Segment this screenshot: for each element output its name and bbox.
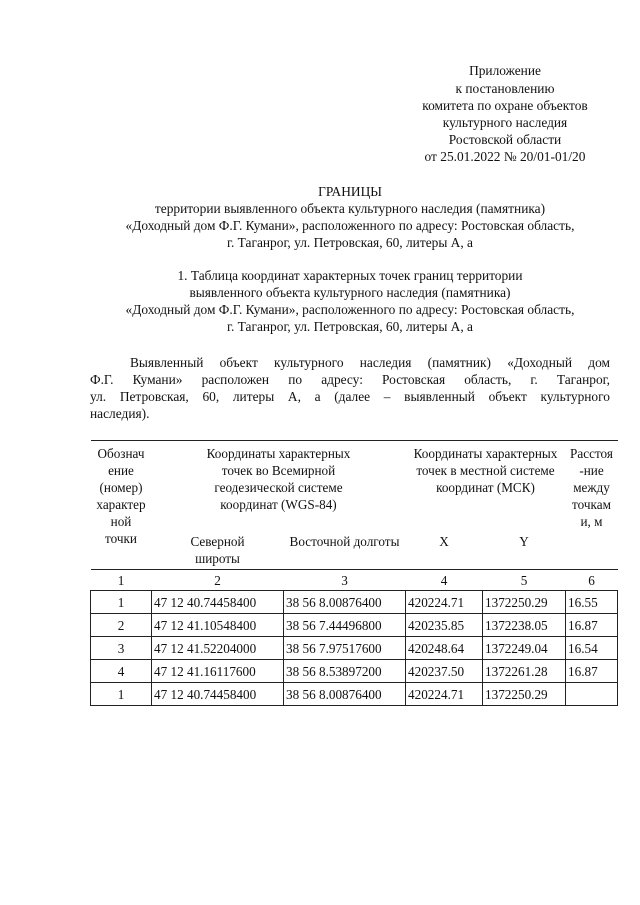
table-row: [91, 614, 618, 637]
title-heading: ГРАНИЦЫ: [318, 184, 382, 199]
cell-north: 47 12 40.74458400: [152, 683, 284, 706]
column-number-row: [91, 570, 618, 591]
column-number: 1: [91, 570, 152, 591]
cell-point: 4: [91, 660, 152, 683]
table-row: [91, 637, 618, 660]
header-point-line: ной: [110, 514, 132, 529]
cell-east: 38 56 8.00876400: [284, 591, 406, 614]
header-x: X: [439, 534, 449, 549]
header-wgs-line: точек во Всемирной: [221, 463, 336, 478]
header-point-line: характер: [96, 497, 146, 512]
cell-point: 1: [91, 683, 152, 706]
header-distance-line: Расстоя: [570, 446, 613, 461]
table-row: [91, 683, 618, 706]
table-title-line: выявленного объекта культурного наследия (памятника): [189, 285, 511, 300]
cell-distance: 16.87: [566, 614, 618, 637]
table-title-line: г. Таганрог, ул. Петровская, 60, литеры А, а: [226, 319, 473, 334]
header-distance-line: между: [573, 480, 610, 495]
header-distance-line: и, м: [580, 514, 603, 529]
cell-north: 47 12 41.52204000: [152, 637, 284, 660]
cell-distance: [566, 683, 618, 706]
cell-y: 1372249.04: [483, 637, 566, 660]
column-number: 3: [284, 570, 406, 591]
title-line: территории выявленного объекта культурного наследия (памятника): [154, 201, 546, 216]
appendix-line: от 25.01.2022 № 20/01-01/20: [424, 149, 586, 164]
appendix-line: комитета по охране объектов: [422, 98, 588, 113]
paragraph-line: ул. Петровская, 60, литеры А, а (далее – выявленный объект культурного: [90, 389, 610, 404]
appendix-line: культурного наследия: [442, 115, 568, 130]
header-distance-line: точкам: [572, 497, 611, 512]
column-number: 5: [483, 570, 566, 591]
header-north-line: Северной: [190, 534, 245, 549]
header-point-line: точки: [105, 531, 137, 546]
cell-point: 2: [91, 614, 152, 637]
header-wgs-line: координат (WGS-84): [220, 497, 337, 512]
table-row: [91, 591, 618, 614]
cell-y: 1372250.29: [483, 683, 566, 706]
appendix-line: Приложение: [469, 63, 541, 78]
appendix-line: Ростовской области: [448, 132, 562, 147]
paragraph-line: Ф.Г. Кумани» расположен по адресу: Ростовская область, г. Таганрог,: [90, 372, 610, 387]
header-east: Восточной долготы: [289, 534, 400, 549]
table-title-line: 1. Таблица координат характерных точек границ территории: [177, 268, 523, 283]
cell-east: 38 56 7.44496800: [284, 614, 406, 637]
header-point: [91, 441, 152, 570]
header-wgs: [152, 441, 406, 534]
header-y: Y: [519, 534, 529, 549]
column-number: 4: [406, 570, 483, 591]
column-number: 6: [566, 570, 618, 591]
header-point-line: (номер): [99, 480, 143, 495]
cell-x: 420224.71: [406, 683, 483, 706]
cell-east: 38 56 7.97517600: [284, 637, 406, 660]
header-distance-line: -ние: [579, 463, 604, 478]
cell-y: 1372238.05: [483, 614, 566, 637]
coordinates-table: [90, 440, 618, 706]
header-north-line: широты: [195, 551, 240, 566]
header-distance: [566, 441, 618, 570]
title-line: «Доходный дом Ф.Г. Кумани», расположенного по адресу: Ростовская область,: [125, 218, 575, 233]
header-msk-line: координат (МСК): [436, 480, 535, 495]
table-title-line: «Доходный дом Ф.Г. Кумани», расположенного по адресу: Ростовская область,: [125, 302, 575, 317]
table-row: [91, 660, 618, 683]
cell-y: 1372261.28: [483, 660, 566, 683]
cell-distance: 16.87: [566, 660, 618, 683]
table-subheader-row: [91, 533, 618, 570]
header-north: [152, 533, 284, 570]
header-msk: [406, 441, 566, 534]
cell-east: 38 56 8.53897200: [284, 660, 406, 683]
cell-x: 420248.64: [406, 637, 483, 660]
cell-east: 38 56 8.00876400: [284, 683, 406, 706]
cell-x: 420237.50: [406, 660, 483, 683]
cell-point: 3: [91, 637, 152, 660]
header-msk-line: точек в местной системе: [416, 463, 555, 478]
cell-north: 47 12 40.74458400: [152, 591, 284, 614]
header-msk-line: Координаты характерных: [413, 446, 558, 461]
table-header-row: [91, 441, 618, 534]
appendix-line: к постановлению: [455, 81, 555, 96]
header-point-line: ение: [108, 463, 134, 478]
header-point-line: Обознач: [97, 446, 145, 461]
paragraph-line: наследия).: [90, 406, 150, 421]
column-number: 2: [152, 570, 284, 591]
cell-distance: 16.54: [566, 637, 618, 660]
header-wgs-line: геодезической системе: [214, 480, 343, 495]
paragraph-line: Выявленный объект культурного наследия (памятник) «Доходный дом: [130, 355, 610, 370]
cell-point: 1: [91, 591, 152, 614]
cell-y: 1372250.29: [483, 591, 566, 614]
header-wgs-line: Координаты характерных: [206, 446, 351, 461]
cell-north: 47 12 41.10548400: [152, 614, 284, 637]
cell-x: 420224.71: [406, 591, 483, 614]
cell-north: 47 12 41.16117600: [152, 660, 284, 683]
cell-x: 420235.85: [406, 614, 483, 637]
title-line: г. Таганрог, ул. Петровская, 60, литеры А, а: [226, 235, 473, 250]
cell-distance: 16.55: [566, 591, 618, 614]
